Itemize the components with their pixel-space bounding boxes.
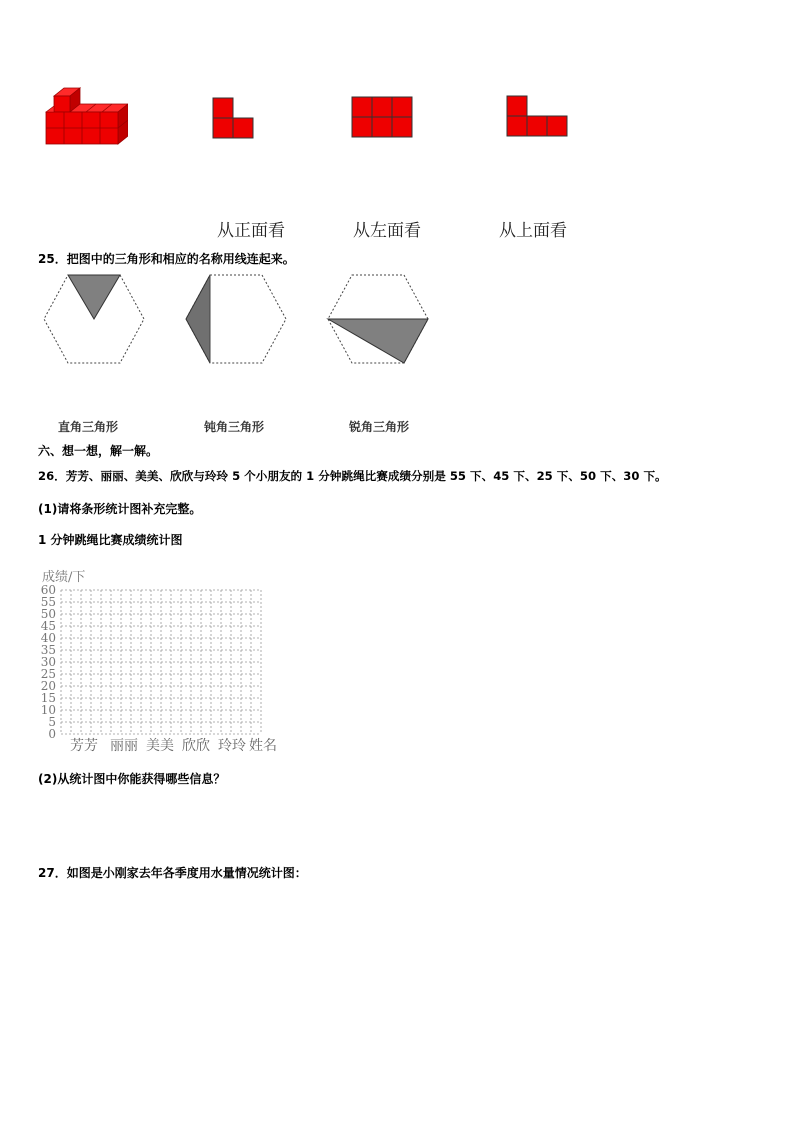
chart-title: 1 分钟跳绳比赛成绩统计图 [38,533,183,547]
y-tick-label: 60 [40,584,56,597]
y-tick-label: 15 [40,691,56,705]
hexagon-figure-1 [42,273,146,365]
cube-solid-figure [44,84,128,146]
y-tick-label: 30 [40,655,56,669]
section-6-heading: 六、想一想，解一解。 [38,444,159,458]
left-view-figure [351,96,415,138]
x-category-label: 玲玲 [218,738,246,754]
question-26-part-2: (2)从统计图中你能获得哪些信息？ [38,772,226,786]
hexagon-figure-2 [184,273,288,365]
hexagon-figure-3 [326,273,430,365]
y-tick-label: 10 [40,703,56,717]
top-view-figure [506,95,570,137]
y-tick-label: 50 [40,607,56,621]
x-axis-label: 姓名 [249,738,277,754]
triangle-name-obtuse: 钝角三角形 [204,420,265,434]
y-tick-label: 25 [40,667,56,681]
view-label-top: 从上面看 [499,221,567,241]
y-tick-label: 0 [48,727,56,741]
x-category-label: 美美 [146,738,174,754]
y-tick-label: 20 [40,679,56,693]
triangle-name-right: 直角三角形 [58,420,119,434]
y-tick-label: 35 [40,643,56,657]
triangle-name-acute: 锐角三角形 [349,420,410,434]
x-category-label: 丽丽 [110,738,138,754]
y-tick-label: 45 [40,619,56,633]
question-26-text: 26．芳芳、丽丽、美美、欣欣与玲玲 5 个小朋友的 1 分钟跳绳比赛成绩分别是 55 下、45 下、25 下、50 下、30 下。 [38,469,667,483]
x-category-label: 欣欣 [182,738,210,754]
x-category-label: 芳芳 [70,738,98,754]
view-label-front: 从正面看 [217,221,285,241]
bar-chart [36,584,286,754]
y-tick-label: 5 [48,715,56,729]
front-view-figure [212,97,256,139]
chart-y-axis-label: 成绩/下 [42,570,86,585]
question-27-text: 27．如图是小刚家去年各季度用水量情况统计图： [38,866,307,880]
question-25-text: 25．把图中的三角形和相应的名称用线连起来。 [38,252,295,266]
view-label-left: 从左面看 [353,221,421,241]
y-tick-label: 55 [40,595,56,609]
y-tick-label: 40 [40,631,56,645]
question-26-part-1: (1)请将条形统计图补充完整。 [38,502,202,516]
